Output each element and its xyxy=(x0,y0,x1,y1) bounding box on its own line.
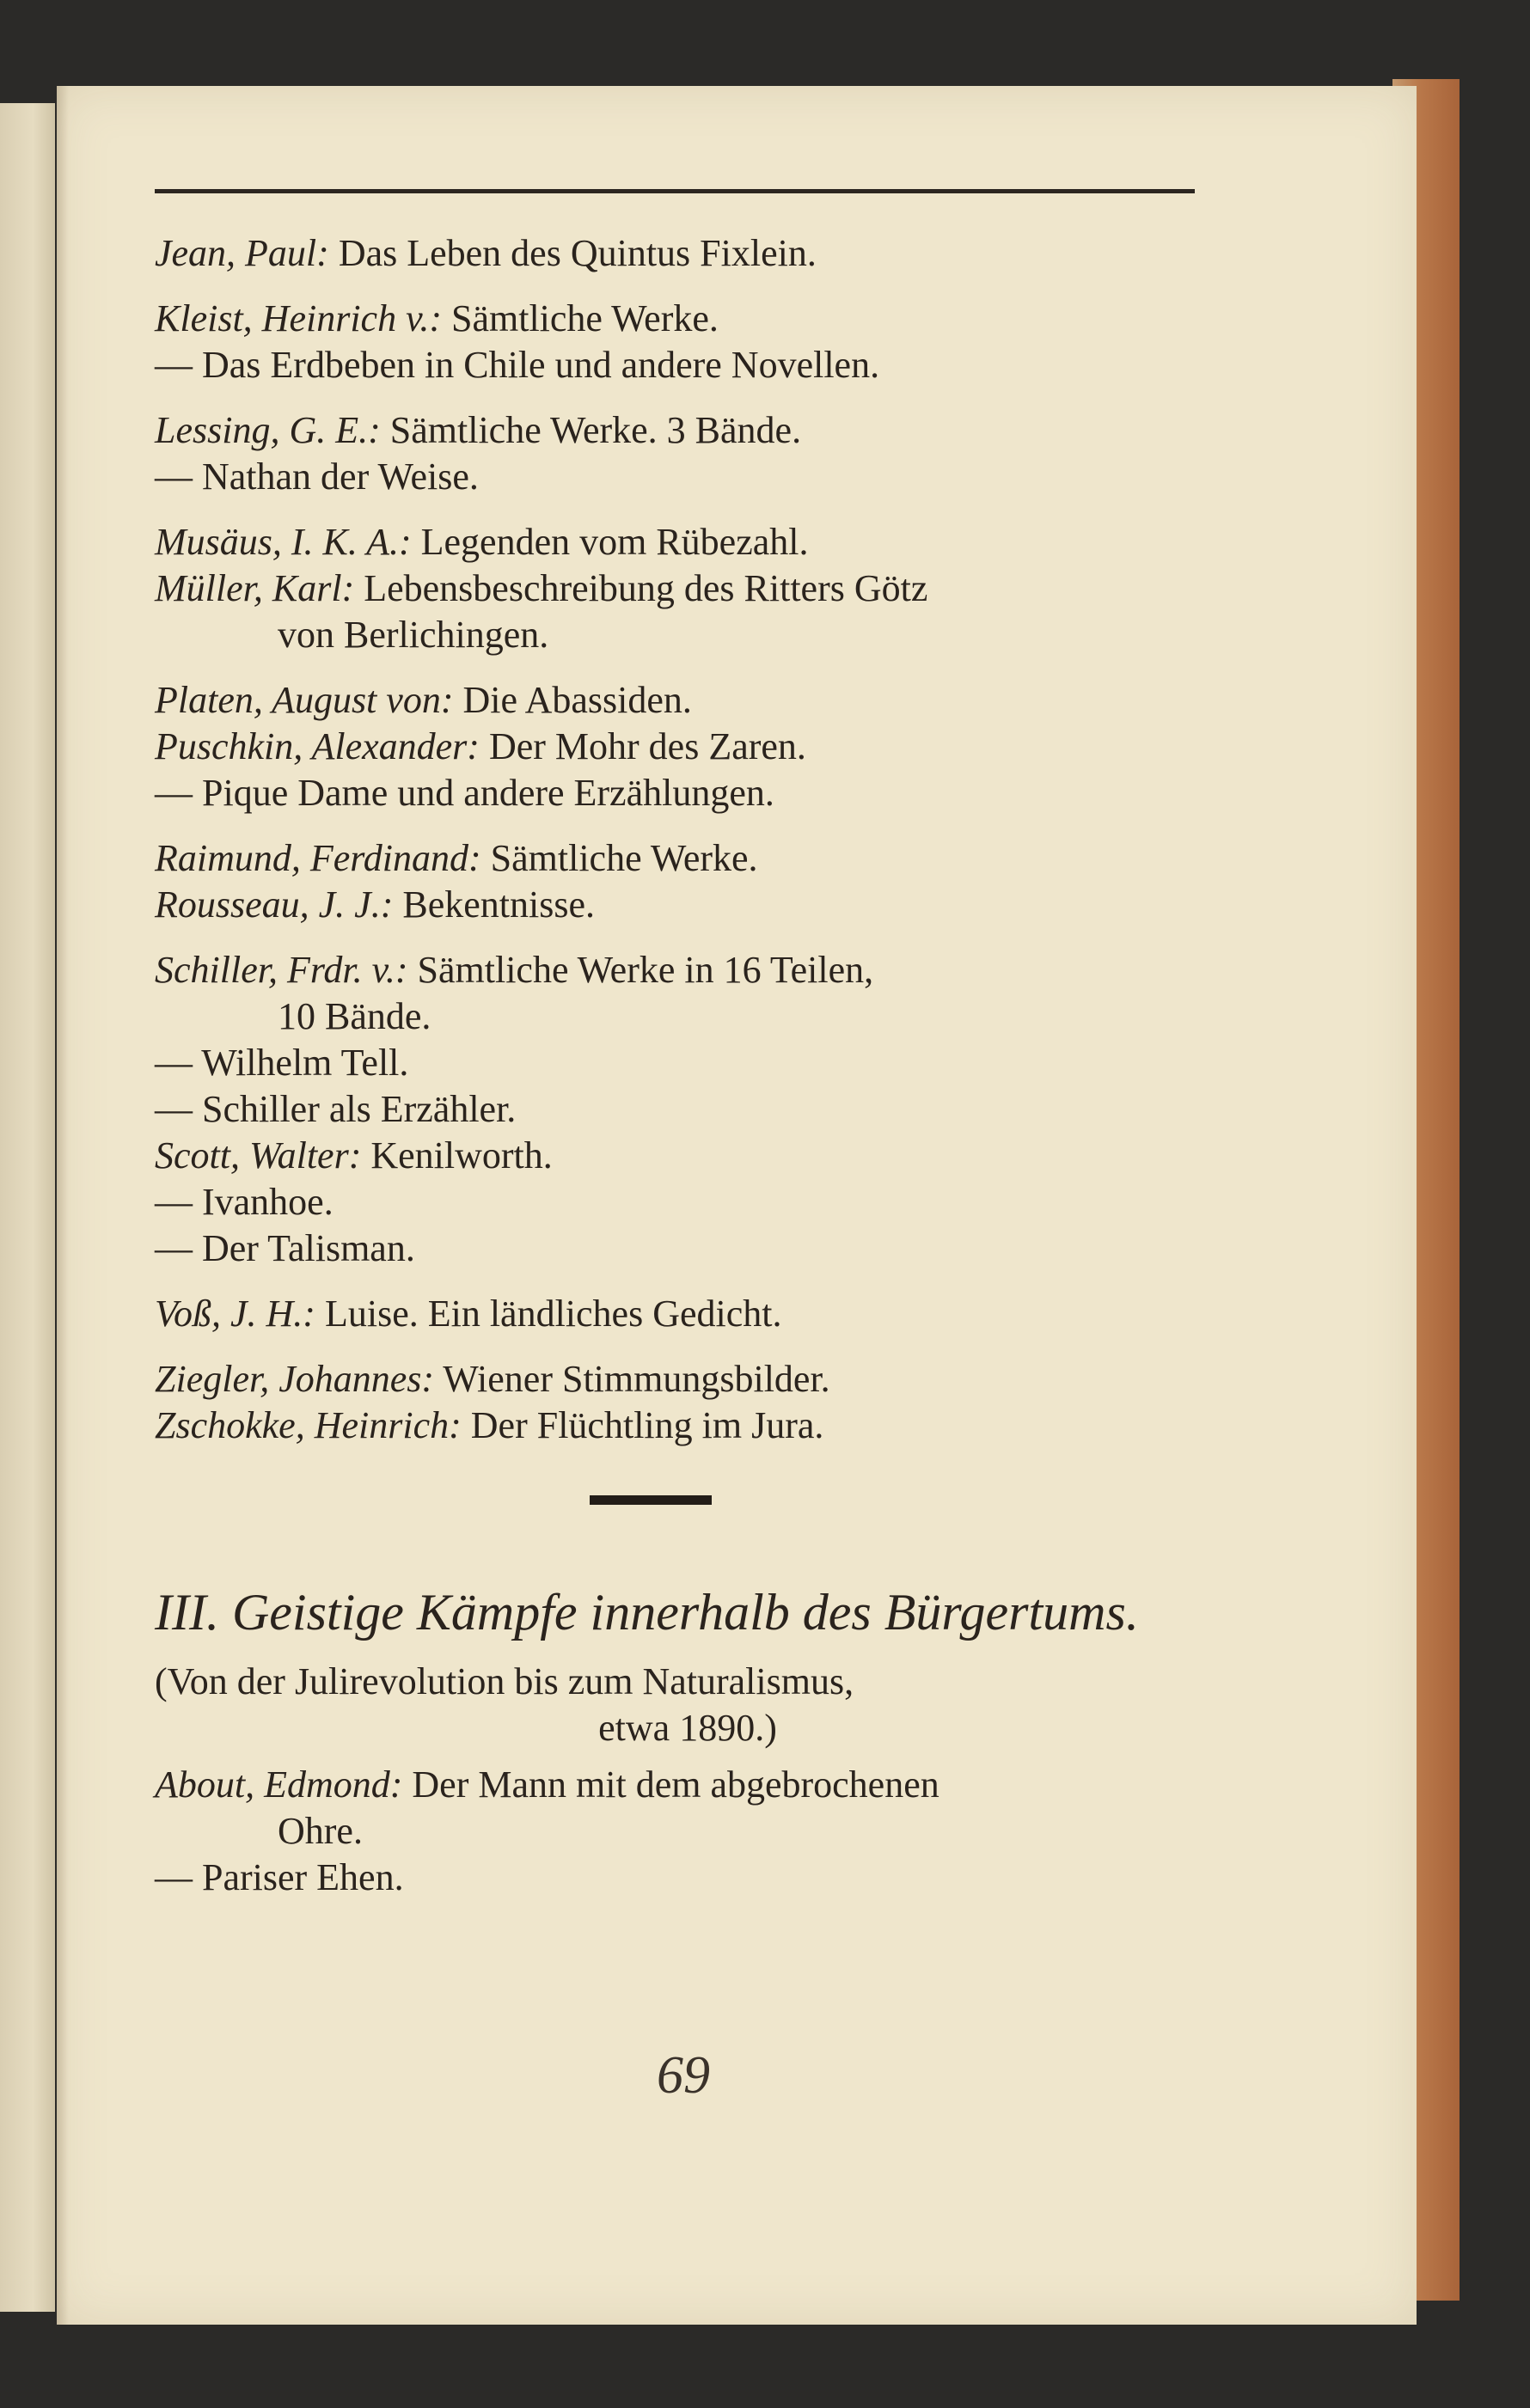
list-item: Scott, Walter: Kenilworth. xyxy=(155,1134,553,1176)
list-item: Jean, Paul: Das Leben des Quintus Fixlein. xyxy=(155,232,817,274)
list-item: — Pariser Ehen. xyxy=(155,1856,404,1898)
list-item: — Nathan der Weise. xyxy=(155,455,479,498)
section-heading: III. Geistige Kämpfe innerhalb des Bürgertums. xyxy=(155,1584,1139,1641)
list-item: — Der Talisman. xyxy=(155,1227,415,1269)
facing-page-edge xyxy=(0,103,55,2312)
list-item: Ohre. xyxy=(278,1810,363,1852)
list-item: — Pique Dame und andere Erzählungen. xyxy=(155,772,774,814)
list-item: Schiller, Frdr. v.: Sämtliche Werke in 16 Teilen, xyxy=(155,949,874,991)
list-item: Lessing, G. E.: Sämtliche Werke. 3 Bände. xyxy=(155,409,802,451)
page-number: 69 xyxy=(657,2046,710,2105)
list-item: Müller, Karl: Lebensbeschreibung des Ritters Götz xyxy=(155,567,928,609)
list-item: — Wilhelm Tell. xyxy=(155,1042,409,1084)
list-item: Rousseau, J. J.: Bekentnisse. xyxy=(155,883,596,926)
section-divider xyxy=(590,1495,712,1505)
list-item: Puschkin, Alexander: Der Mohr des Zaren. xyxy=(155,725,806,767)
list-item: Platen, August von: Die Abassiden. xyxy=(155,679,692,721)
top-rule xyxy=(155,189,1195,193)
list-item: Ziegler, Johannes: Wiener Stimmungsbilder. xyxy=(155,1358,830,1400)
section-subheading xyxy=(155,1659,1221,1751)
list-item: About, Edmond: Der Mann mit dem abgebrochenen xyxy=(155,1763,939,1806)
bibliography-list-1 xyxy=(155,230,1229,1449)
list-item: Musäus, I. K. A.: Legenden vom Rübezahl. xyxy=(155,521,809,563)
list-item: — Schiller als Erzähler. xyxy=(155,1088,517,1130)
subheading-line: (Von der Julirevolution bis zum Naturalismus, xyxy=(155,1660,854,1702)
list-item: — Das Erdbeben in Chile und andere Novellen. xyxy=(155,344,880,386)
bibliography-list-2 xyxy=(155,1762,1229,1901)
list-item: — Ivanhoe. xyxy=(155,1181,334,1223)
list-item: Zschokke, Heinrich: Der Flüchtling im Jura. xyxy=(155,1404,824,1446)
list-item: Voß, J. H.: Luise. Ein ländliches Gedicht. xyxy=(155,1293,782,1335)
list-item: von Berlichingen. xyxy=(278,614,549,656)
list-item: Kleist, Heinrich v.: Sämtliche Werke. xyxy=(155,297,719,339)
subheading-line: etwa 1890.) xyxy=(598,1707,777,1749)
list-item: Raimund, Ferdinand: Sämtliche Werke. xyxy=(155,837,758,879)
list-item: 10 Bände. xyxy=(278,995,431,1037)
